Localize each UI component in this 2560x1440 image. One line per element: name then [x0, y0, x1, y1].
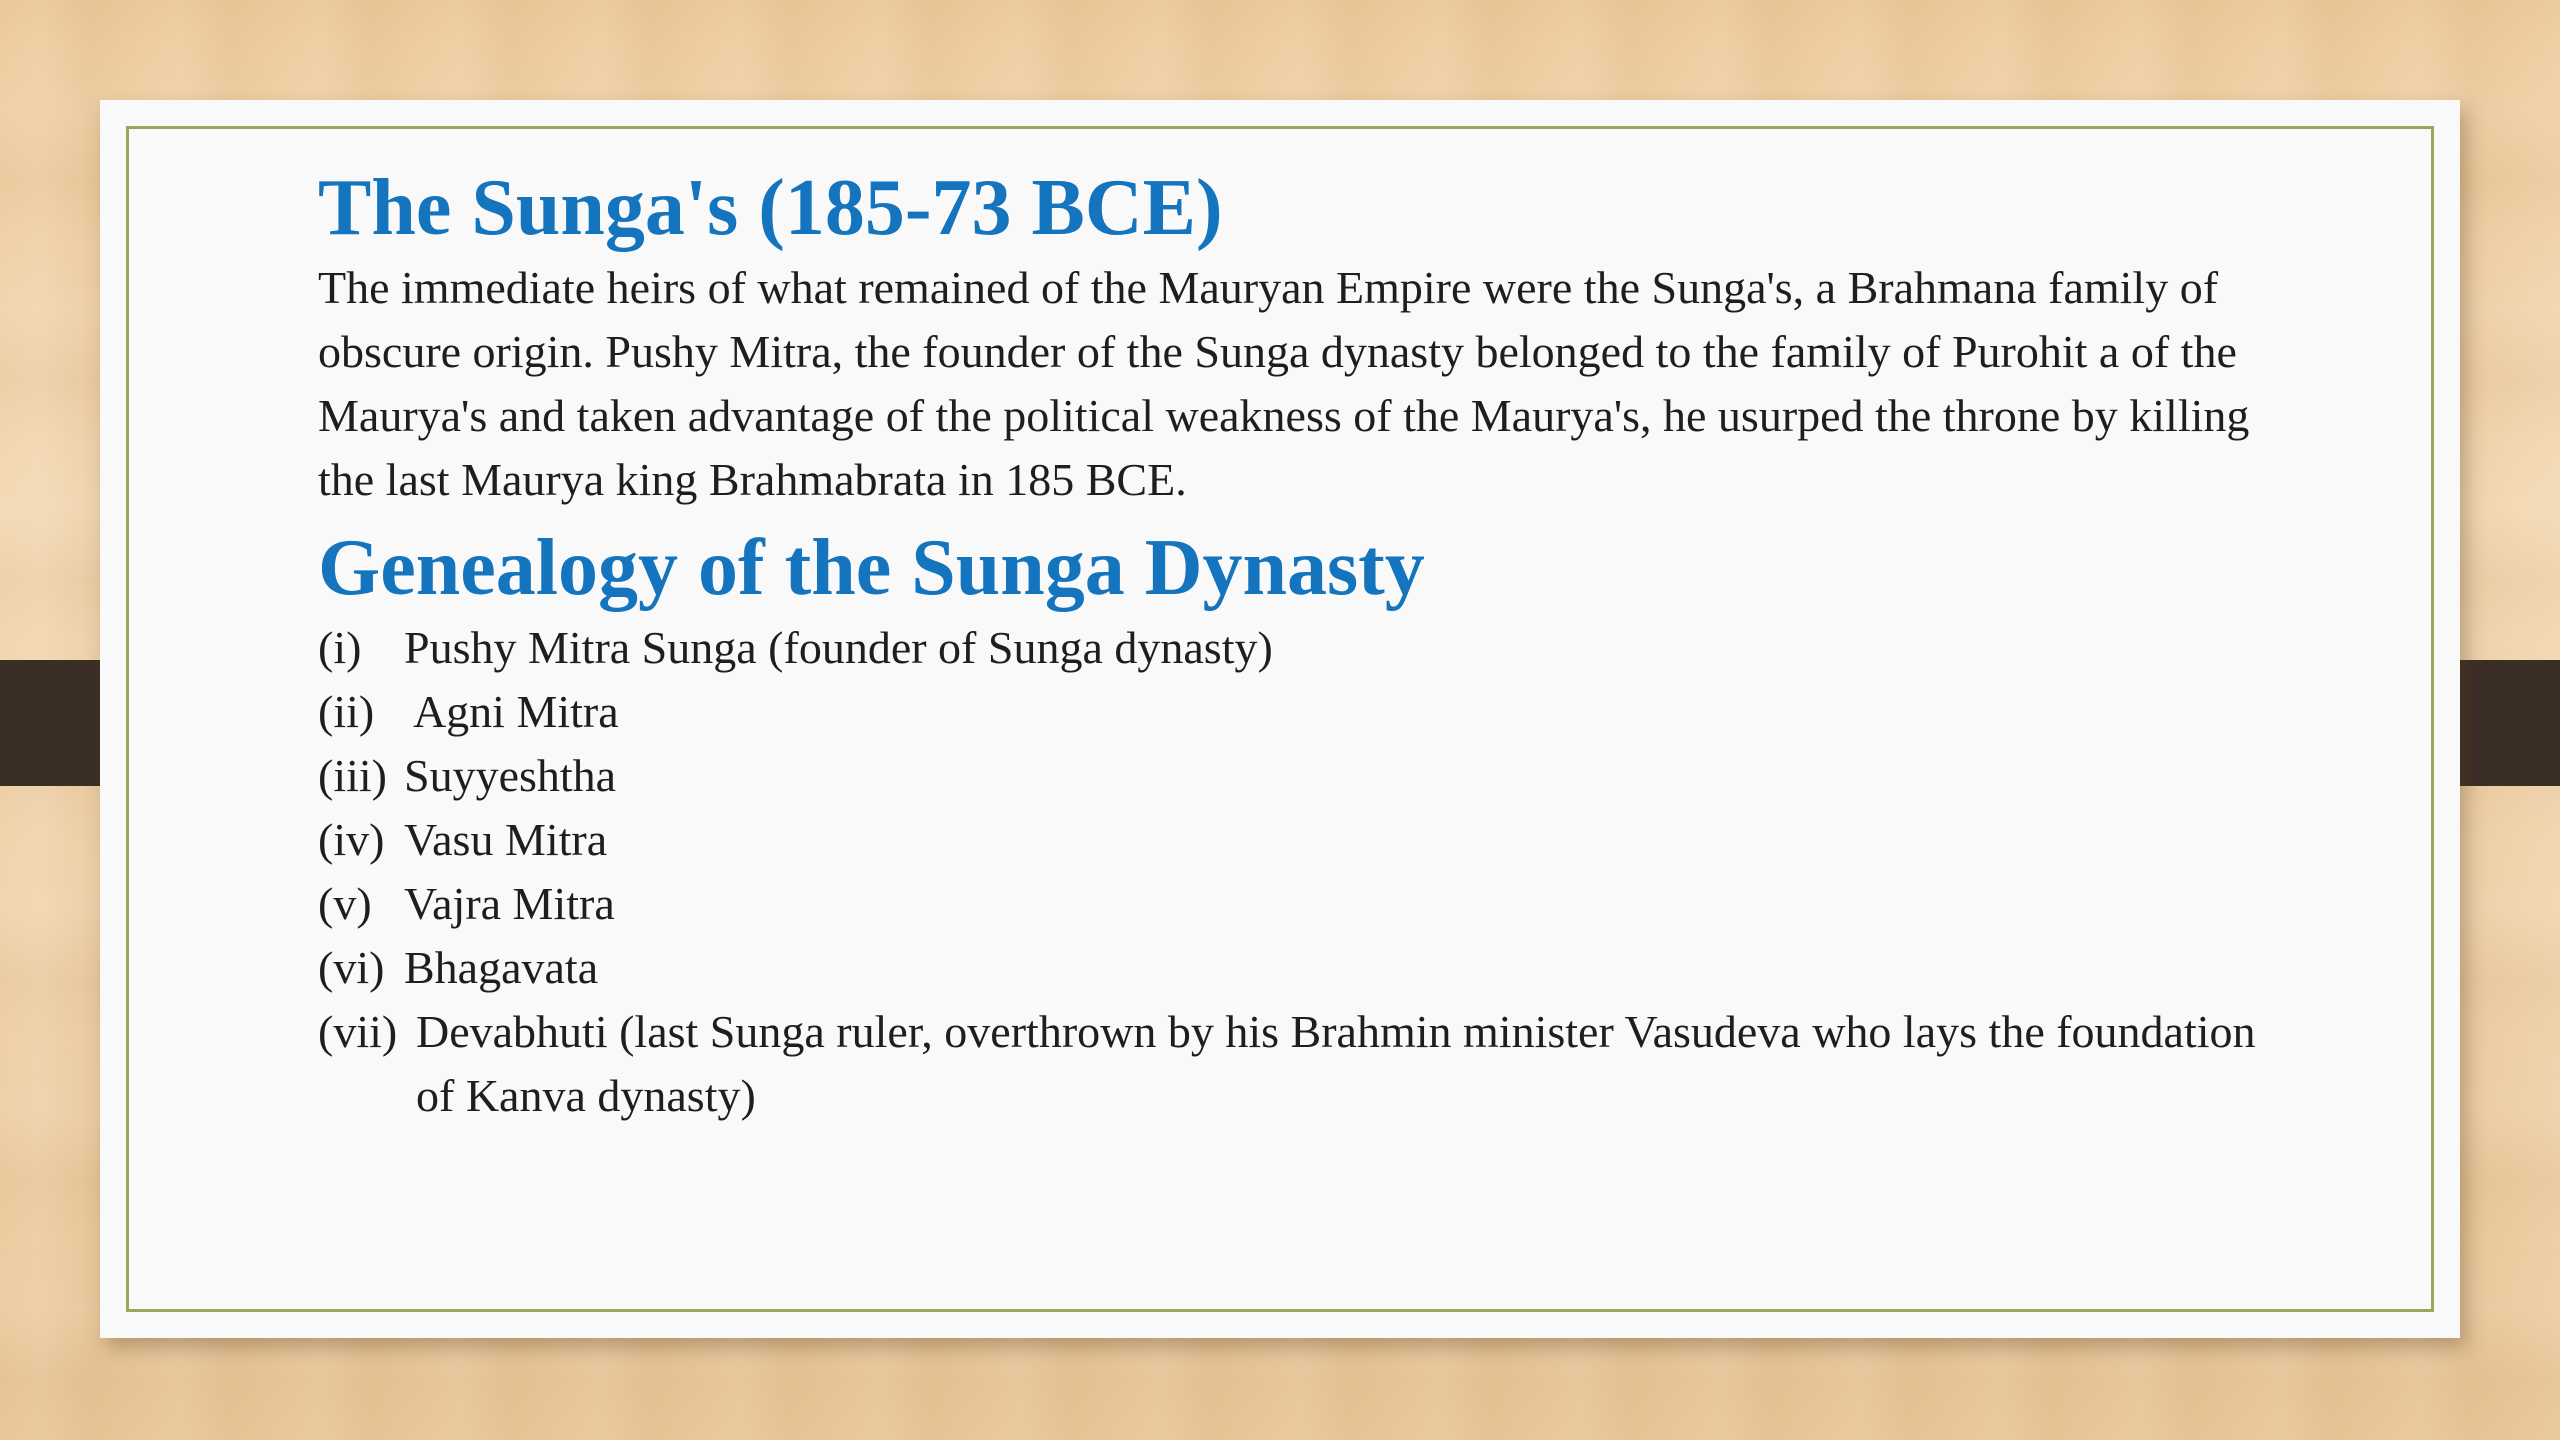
list-item-number: (vi): [318, 942, 385, 993]
list-item-number: (iv): [318, 814, 385, 865]
list-item: [318, 1000, 2278, 1128]
list-item-text: Vajra Mitra: [404, 878, 615, 929]
list-item-number: (v): [318, 878, 372, 929]
slide-card: [100, 100, 2460, 1338]
list-item: [318, 616, 2278, 680]
list-item-text: Vasu Mitra: [404, 814, 608, 865]
list-item-number: (iii): [318, 750, 387, 801]
slide-content: [318, 160, 2278, 1128]
list-item: [318, 808, 2278, 872]
list-item-number: (ii): [318, 686, 375, 737]
list-item-text: Pushy Mitra Sunga (founder of Sunga dynasty): [404, 622, 1273, 673]
list-item-text: Bhagavata: [404, 942, 599, 993]
list-item-text: Suyyeshtha: [404, 750, 617, 801]
rulers-list: [318, 616, 2278, 1128]
list-item-number: (vii): [318, 1006, 398, 1057]
list-item-text: Agni Mitra: [404, 686, 619, 737]
list-item: [318, 680, 2278, 744]
slide-title: The Sunga's (185-73 BCE): [318, 164, 1223, 252]
list-item: [318, 936, 2278, 1000]
list-item: [318, 872, 2278, 936]
genealogy-heading: Genealogy of the Sunga Dynasty: [318, 524, 1425, 612]
intro-paragraph: The immediate heirs of what remained of the Mauryan Empire were the Sunga's, a Brahmana family of obscure origin. Pushy Mitra, the founder of the Sunga dynasty belonged to the family of Purohit a of the Maurya's and taken advantage of the political weakness of the Maurya's, he usurped the throne by killing the last Maurya king Brahmabrata in 185 BCE.: [318, 262, 2250, 505]
list-item-text: Devabhuti (last Sunga ruler, overthrown by his Brahmin minister Vasudeva who lays the foundation of Kanva dynasty): [416, 1006, 2256, 1121]
list-item: [318, 744, 2278, 808]
list-item-number: (i): [318, 622, 362, 673]
